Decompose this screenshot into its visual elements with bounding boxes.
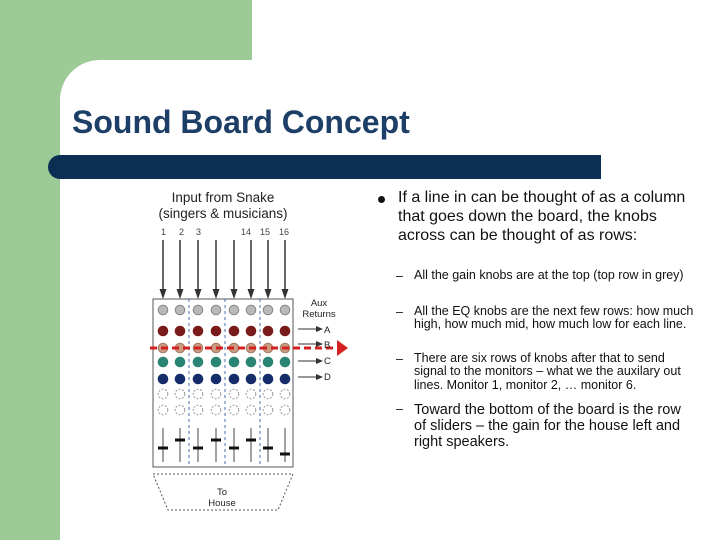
fader-handle xyxy=(263,447,273,450)
knob xyxy=(211,389,221,399)
sub-bullet-text: Toward the bottom of the board is the row of sliders – the gain for the house left and right speakers. xyxy=(414,402,681,450)
fader-handle xyxy=(211,439,221,442)
knob xyxy=(229,389,239,399)
knob xyxy=(246,405,256,415)
knob xyxy=(229,374,239,384)
knob xyxy=(158,389,168,399)
knob xyxy=(280,357,290,367)
input-arrow-head xyxy=(195,289,202,299)
channel-number: 16 xyxy=(279,227,290,237)
knob xyxy=(263,405,273,415)
to-house-label xyxy=(200,487,244,509)
aux-letter-b: B xyxy=(324,340,331,351)
channel-number: 2 xyxy=(179,227,185,237)
knob xyxy=(246,305,256,315)
knob xyxy=(175,389,185,399)
channel-number: 14 xyxy=(241,227,252,237)
channel-number: 1 xyxy=(161,227,167,237)
snake-title-line2: (singers & musicians) xyxy=(158,206,288,221)
knob xyxy=(246,374,256,384)
knob xyxy=(158,405,168,415)
sub-bullet-text: All the gain knobs are at the top (top row in grey) xyxy=(414,268,684,282)
aux-title-line1: Aux xyxy=(310,298,328,309)
knob xyxy=(263,305,273,315)
aux-title-line2: Returns xyxy=(302,309,336,320)
knob xyxy=(193,357,203,367)
sub-bullet-text: All the EQ knobs are the next few rows: how much high, how much mid, how much low for each line. xyxy=(414,304,694,332)
knob xyxy=(211,305,221,315)
knob xyxy=(175,374,185,384)
input-arrow-head xyxy=(231,289,238,299)
knob xyxy=(211,326,221,336)
dash-icon: – xyxy=(396,402,403,416)
knob xyxy=(229,305,239,315)
knob xyxy=(246,357,256,367)
channel-number: 15 xyxy=(260,227,271,237)
fader-handle xyxy=(229,447,239,450)
main-bullet-text: If a line in can be thought of as a column that goes down the board, the knobs across can be thought of as rows: xyxy=(398,189,686,244)
knob xyxy=(280,305,290,315)
fader-handle xyxy=(158,447,168,450)
input-arrow-head xyxy=(265,289,272,299)
input-arrow-head xyxy=(177,289,184,299)
knob xyxy=(211,357,221,367)
knob xyxy=(211,374,221,384)
knob xyxy=(263,374,273,384)
snake-input-title xyxy=(148,190,298,222)
slide-title: Sound Board Concept xyxy=(72,104,410,140)
aux-letter-d: D xyxy=(324,372,331,383)
knob xyxy=(158,326,168,336)
sub-bullet-text: There are six rows of knobs after that to send signal to the monitors – what we the auxilary out lines. Monitor 1, monitor 2, … monitor 6. xyxy=(414,351,681,392)
knob xyxy=(229,357,239,367)
knob xyxy=(263,357,273,367)
knob xyxy=(193,405,203,415)
dash-icon: – xyxy=(396,352,403,366)
knob xyxy=(175,357,185,367)
row-arrow-head xyxy=(337,340,348,356)
knob xyxy=(158,357,168,367)
knob xyxy=(229,326,239,336)
input-arrow-head xyxy=(248,289,255,299)
knob xyxy=(193,374,203,384)
knob xyxy=(229,405,239,415)
knob xyxy=(193,305,203,315)
to-house-line1: To xyxy=(216,487,228,498)
snake-title-line1: Input from Snake xyxy=(171,190,275,205)
knob xyxy=(280,389,290,399)
bullet-dot-icon xyxy=(378,196,385,203)
aux-arrow-head xyxy=(316,358,323,364)
knob xyxy=(263,389,273,399)
fader-handle xyxy=(246,439,256,442)
knob xyxy=(246,326,256,336)
fader-handle xyxy=(175,439,185,442)
aux-letter-c: C xyxy=(324,356,331,367)
channel-number: 3 xyxy=(196,227,202,237)
sound-board-diagram xyxy=(148,186,363,516)
knob xyxy=(211,405,221,415)
aux-returns-label xyxy=(296,298,342,320)
knob xyxy=(246,389,256,399)
knob xyxy=(280,405,290,415)
knob xyxy=(175,326,185,336)
dash-icon: – xyxy=(396,269,403,283)
fader-handle xyxy=(193,447,203,450)
fader-handle xyxy=(280,453,290,456)
knob xyxy=(263,326,273,336)
knob xyxy=(158,374,168,384)
knob xyxy=(280,326,290,336)
knob xyxy=(193,326,203,336)
title-underline-bar xyxy=(48,155,601,179)
input-arrow-head xyxy=(160,289,167,299)
dash-icon: – xyxy=(396,305,403,319)
board-outline xyxy=(153,299,293,467)
knob xyxy=(175,405,185,415)
input-arrow-head xyxy=(213,289,220,299)
input-arrow-head xyxy=(282,289,289,299)
aux-letter-a: A xyxy=(324,325,331,336)
aux-arrow-head xyxy=(316,326,323,332)
knob xyxy=(158,305,168,315)
to-house-line2: House xyxy=(208,498,236,509)
aux-arrow-head xyxy=(316,374,323,380)
aux-arrow-head xyxy=(316,341,323,347)
knob xyxy=(193,389,203,399)
knob xyxy=(175,305,185,315)
knob xyxy=(280,374,290,384)
